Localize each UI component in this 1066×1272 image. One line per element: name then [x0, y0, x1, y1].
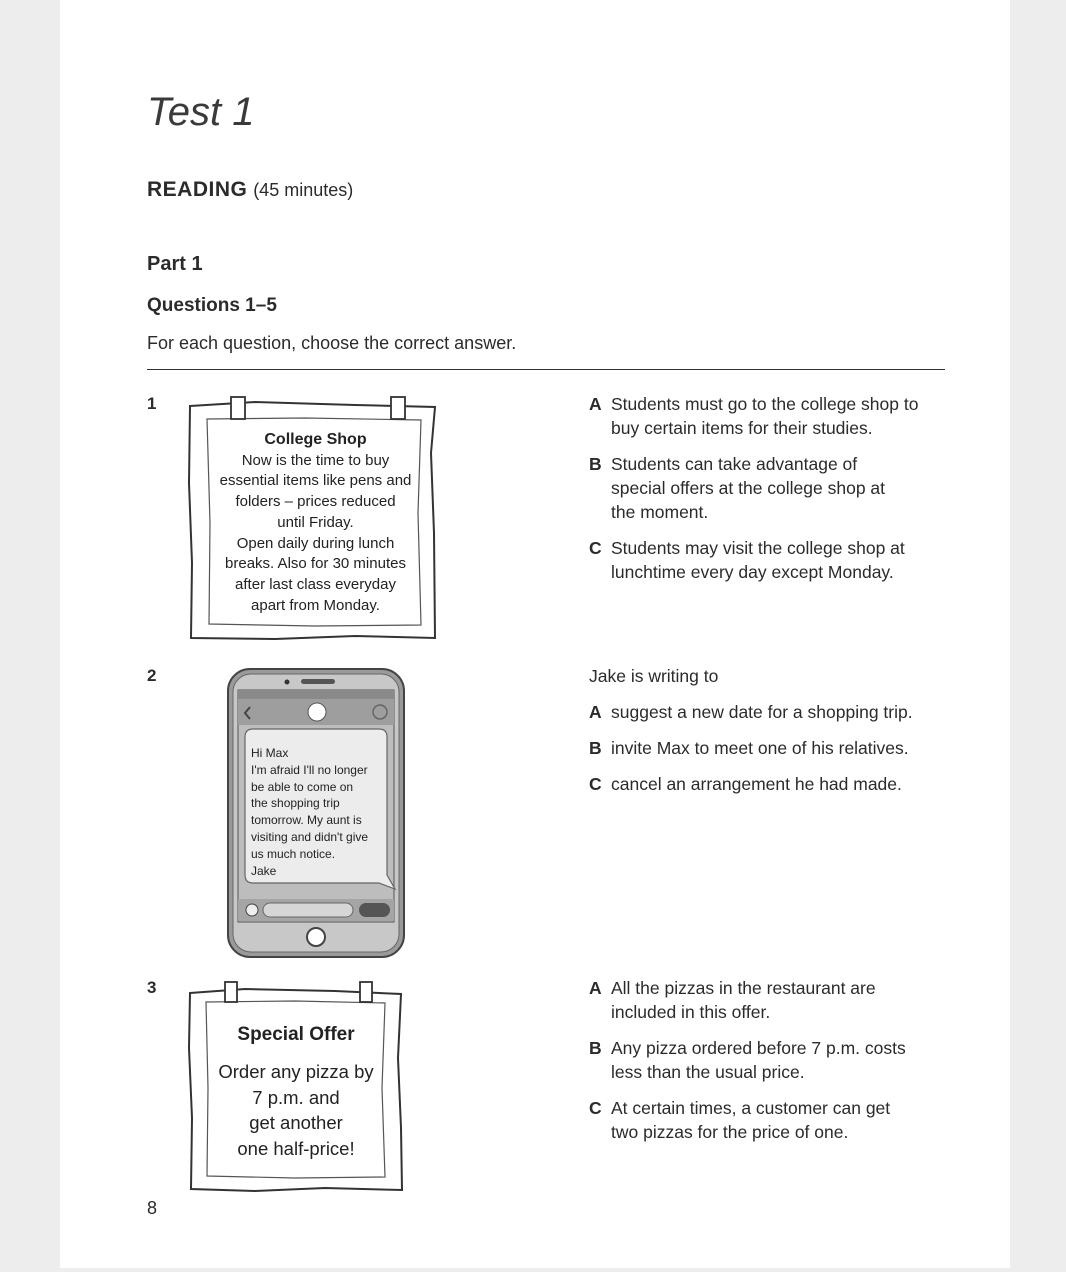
- section-heading: [147, 178, 353, 202]
- test-title: Test 1: [147, 90, 255, 134]
- option-3b[interactable]: [589, 1036, 949, 1084]
- option-text-line: cancel an arrangement he had made.: [611, 774, 902, 794]
- notice-line: until Friday.: [277, 513, 354, 531]
- option-letter: C: [589, 774, 602, 794]
- page-number: 8: [147, 1198, 158, 1218]
- section-duration: (45 minutes): [253, 180, 354, 200]
- notice-line: Open daily during lunch: [236, 534, 395, 552]
- notice-line: apart from Monday.: [251, 596, 380, 614]
- option-text-line: special offers at the college shop at: [611, 478, 886, 498]
- option-text-line: All the pizzas in the restaurant are: [611, 978, 876, 998]
- option-2b[interactable]: [589, 736, 949, 760]
- question-number-1: 1: [147, 394, 157, 413]
- notice-line: after last class everyday: [235, 575, 396, 593]
- option-3a[interactable]: [589, 976, 949, 1024]
- question-number-3: 3: [147, 978, 157, 997]
- option-text-line: suggest a new date for a shopping trip.: [611, 702, 913, 722]
- option-text-line: the moment.: [611, 502, 709, 522]
- option-letter: B: [589, 1038, 602, 1058]
- option-text-line: less than the usual price.: [611, 1062, 805, 1082]
- notice-title: College Shop: [264, 431, 367, 448]
- message-line: us much notice.: [251, 846, 336, 861]
- option-letter: B: [589, 738, 602, 758]
- option-text-line: invite Max to meet one of his relatives.: [611, 738, 909, 758]
- question-stem-2: Jake is writing to: [589, 666, 719, 686]
- message-line: tomorrow. My aunt is: [251, 813, 362, 828]
- option-text-line: Students can take advantage of: [611, 454, 858, 474]
- option-text-line: At certain times, a customer can get: [611, 1098, 891, 1118]
- option-text-line: Any pizza ordered before 7 p.m. costs: [611, 1038, 906, 1058]
- option-1a[interactable]: [589, 392, 949, 440]
- option-2a[interactable]: [589, 700, 949, 724]
- option-2c[interactable]: [589, 772, 949, 796]
- college-shop-notice: [208, 430, 423, 616]
- message-line: Jake: [251, 863, 277, 878]
- option-letter: C: [589, 1098, 602, 1118]
- option-letter: C: [589, 538, 602, 558]
- option-letter: A: [589, 394, 602, 414]
- option-3c[interactable]: [589, 1096, 949, 1144]
- section-name: READING: [147, 178, 248, 201]
- instruction-text: For each question, choose the correct answer.: [147, 333, 517, 353]
- option-1c[interactable]: [589, 536, 949, 584]
- option-text-line: buy certain items for their studies.: [611, 418, 873, 438]
- notice-line: essential items like pens and: [219, 472, 412, 490]
- question-number-2: 2: [147, 666, 157, 685]
- special-offer-notice: [207, 1023, 385, 1161]
- message-line: the shopping trip: [251, 796, 340, 811]
- notice-line: breaks. Also for 30 minutes: [225, 555, 406, 573]
- option-text-line: lunchtime every day except Monday.: [611, 562, 894, 582]
- text-message: [251, 745, 391, 879]
- notice-line: 7 p.m. and: [252, 1086, 340, 1108]
- divider: [147, 369, 945, 370]
- notice-line: get another: [249, 1112, 343, 1133]
- option-text-line: included in this offer.: [611, 1002, 771, 1022]
- notice-title: Special Offer: [237, 1024, 355, 1045]
- questions-heading: Questions 1–5: [147, 295, 277, 316]
- option-letter: A: [589, 978, 602, 998]
- notice-line: Now is the time to buy: [241, 451, 390, 469]
- message-line: Hi Max: [251, 746, 289, 760]
- option-text-line: Students must go to the college shop to: [611, 394, 919, 414]
- notice-line: folders – prices reduced: [235, 493, 396, 511]
- option-text-line: Students may visit the college shop at: [611, 538, 905, 558]
- message-line: be able to come on: [251, 779, 354, 794]
- option-text-line: two pizzas for the price of one.: [611, 1122, 849, 1142]
- option-1b[interactable]: [589, 452, 949, 524]
- part-heading: Part 1: [147, 253, 203, 275]
- message-line: I'm afraid I'll no longer: [251, 762, 368, 777]
- option-letter: B: [589, 454, 602, 474]
- option-letter: A: [589, 702, 602, 722]
- notice-line: one half-price!: [237, 1137, 355, 1159]
- notice-line: Order any pizza by: [218, 1061, 374, 1082]
- message-line: visiting and didn't give: [251, 829, 369, 844]
